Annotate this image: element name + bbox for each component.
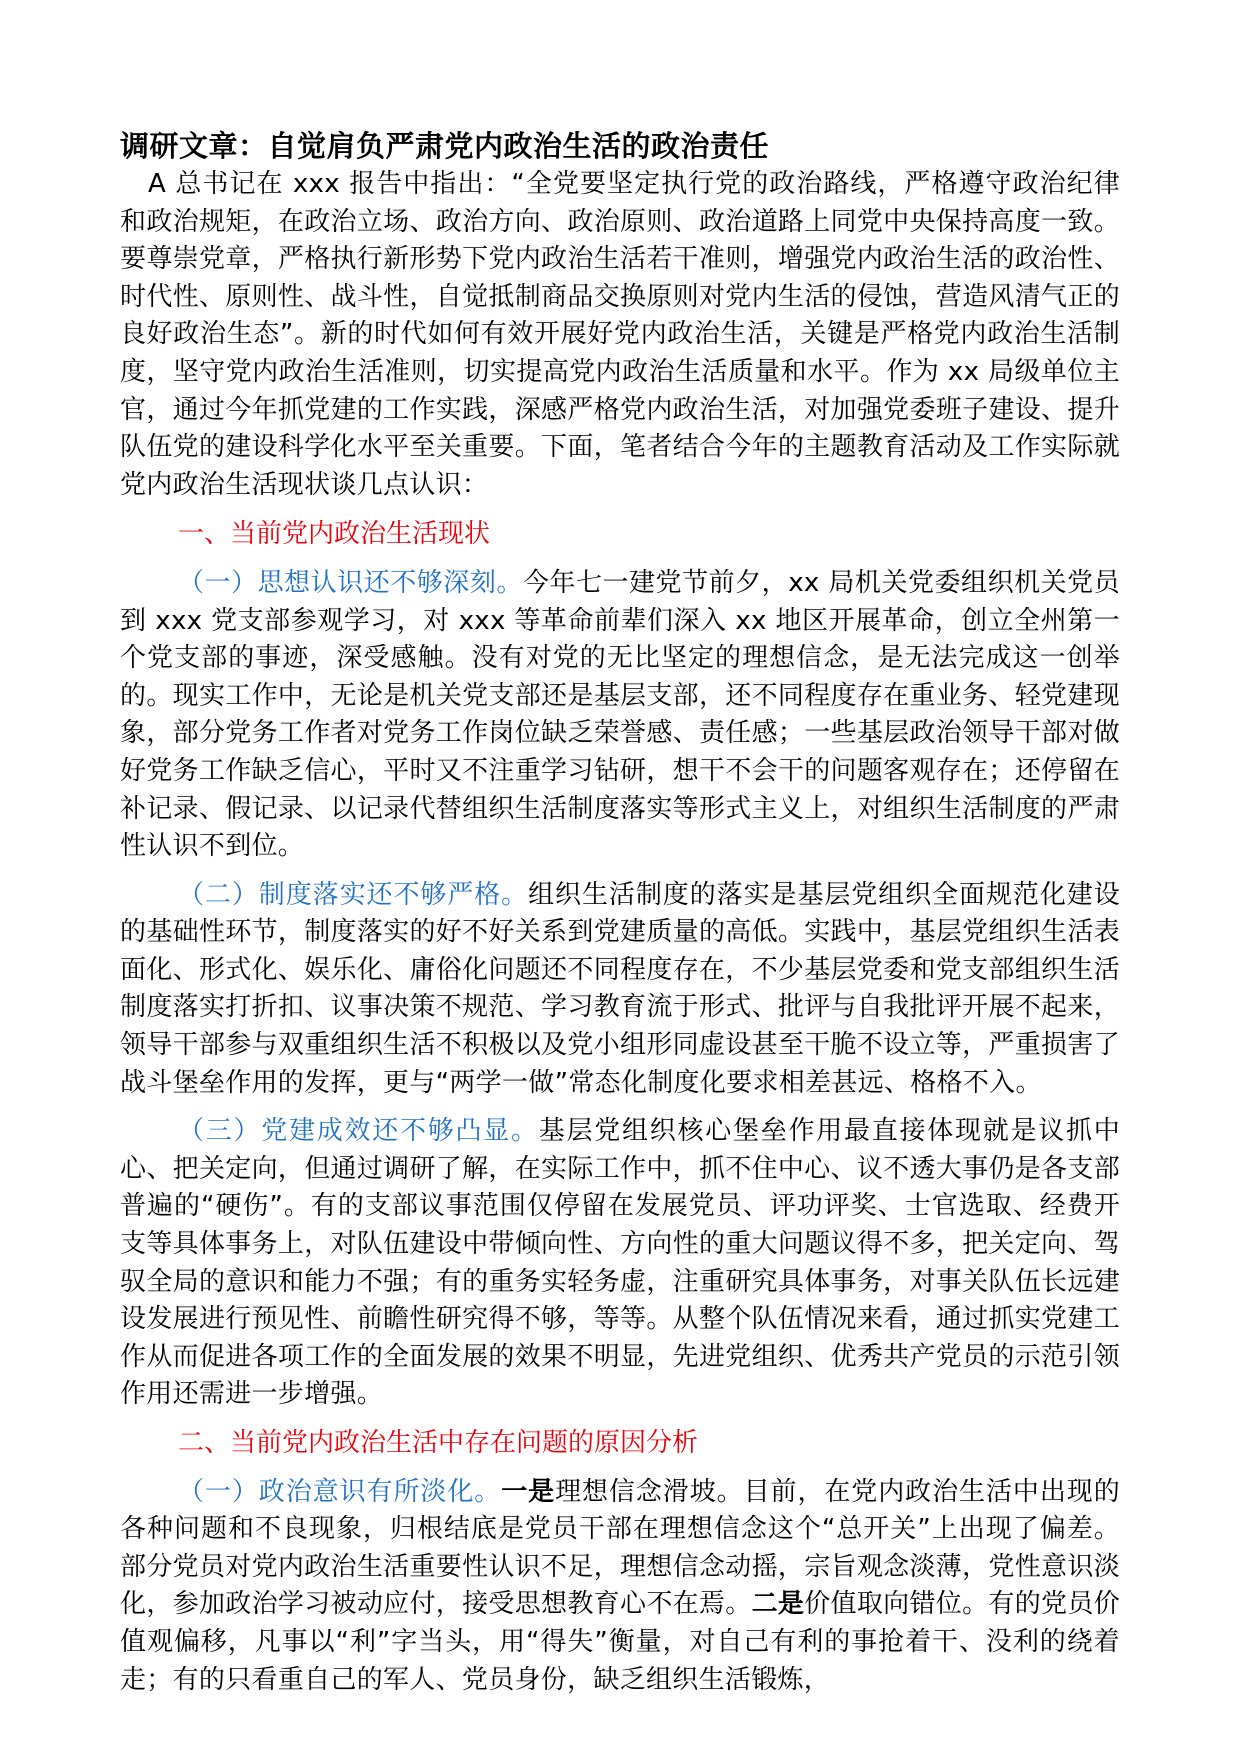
- section1-heading: 一、当前党内政治生活现状: [178, 519, 491, 550]
- section1-subheading-3: （三）党建成效还不够凸显。: [178, 1116, 539, 1147]
- section2-heading: 二、当前党内政治生活中存在问题的原因分析: [178, 1428, 699, 1458]
- section1-subheading-2: （二）制度落实还不够严格。: [178, 879, 529, 910]
- section2-body-1: 理想信念滑坡。目前，在党内政治生活中出现的各种问题和不良现象，归根结底是党员干部在理想信念这个“总开关”上出现了偏差。部分党员对党内政治生活重要性认识不足，理想信念动摇，宗旨观念淡薄，党性意识淡化，参加政治学习被动应付，接受思想教育心不在焉。: [120, 1476, 1120, 1620]
- spacer: [120, 554, 1120, 565]
- section1-paragraph-2: [120, 877, 1120, 1103]
- section2-lead-1: 一是: [501, 1476, 556, 1507]
- section1-body-1: 今年七一建党节前夕，xx 局机关党委组织机关党员到 xxx 党支部参观学习，对 xxx 等革命前辈们深入 xx 地区开展革命，创立全州第一个党支部的事迹，深受感触。没有对党的无比坚定的理想信念，是无法完成这一创举的。现实工作中，无论是机关党支部还是基层支部，还不同程度存在重业务、轻党建现象，部分党务工作者对党务工作岗位缺乏荣誉感、责任感；一些基层政治领导干部对做好党务工作缺乏信心，平时又不注重学习钻研，想干不会干的问题客观存在；还停留在补记录、假记录、以记录代替组织生活制度落实等形式主义上，对组织生活制度的严肃性认识不到位。: [120, 567, 1120, 862]
- section1-subheading-1: （一）思想认识还不够深刻。: [178, 567, 523, 598]
- spacer: [120, 1102, 1120, 1113]
- section1-body-2: 组织生活制度的落实是基层党组织全面规范化建设的基础性环节，制度落实的好不好关系到党建质量的高低。实践中，基层党组织生活表面化、形式化、娱乐化、庸俗化问题还不同程度存在，不少基层党委和党支部组织生活制度落实打折扣、议事决策不规范、学习教育流于形式、批评与自我批评开展不起来，领导干部参与双重组织生活不积极以及党小组形同虚设甚至干脆不设立等，严重损害了战斗堡垒作用的发挥，更与“两学一做”常态化制度化要求相差甚远、格格不入。: [120, 879, 1120, 1098]
- document-title: 调研文章：自觉肩负严肃党内政治生活的政治责任: [120, 129, 770, 163]
- section2-lead-2: 二是: [751, 1589, 805, 1620]
- section1-paragraph-1: [120, 565, 1120, 866]
- document-page: [120, 126, 1120, 1699]
- section2-paragraph-1: [120, 1474, 1120, 1700]
- spacer: [120, 1463, 1120, 1474]
- section1-paragraph-3: [120, 1113, 1120, 1414]
- spacer: [120, 1414, 1120, 1425]
- section2-body-2: 价值取向错位。有的党员价值观偏移，凡事以“利”字当头，用“得失”衡量，对自己有利的事抢着干、没利的绕着走；有的只看重自己的军人、党员身份，缺乏组织生活锻炼，: [120, 1589, 1120, 1695]
- spacer: [120, 504, 1120, 516]
- intro-paragraph: A 总书记在 xxx 报告中指出：“全党要坚定执行党的政治路线，严格遵守政治纪律和政治规矩，在政治立场、政治方向、政治原则、政治道路上同党中央保持高度一致。要尊崇党章，严格执行新形势下党内政治生活若干准则，增强党内政治生活的政治性、时代性、原则性、战斗性，自觉抵制商品交换原则对党内生活的侵蚀，营造风清气正的良好政治生态”。新的时代如何有效开展好党内政治生活，关键是严格党内政治生活制度，坚守党内政治生活准则，切实提高党内政治生活质量和水平。作为 xx 局级单位主官，通过今年抓党建的工作实践，深感严格党内政治生活，对加强党委班子建设、提升队伍党的建设科学化水平至关重要。下面，笔者结合今年的主题教育活动及工作实际就党内政治生活现状谈几点认识：: [120, 169, 1120, 500]
- section2-subheading-1: （一）政治意识有所淡化。: [178, 1476, 502, 1507]
- spacer: [120, 866, 1120, 877]
- section1-body-3: 基层党组织核心堡垒作用最直接体现就是议抓中心、把关定向，但通过调研了解，在实际工作中，抓不住中心、议不透大事仍是各支部普遍的“硬伤”。有的支部议事范围仅停留在发展党员、评功评奖、士官选取、经费开支等具体事务上，对队伍建设中带倾向性、方向性的重大问题议得不多，把关定向、驾驭全局的意识和能力不强；有的重务实轻务虚，注重研究具体事务，对事关队伍长远建设发展进行预见性、前瞻性研究得不够，等等。从整个队伍情况来看，通过抓实党建工作从而促进各项工作的全面发展的效果不明显，先进党组织、优秀共产党员的示范引领作用还需进一步增强。: [120, 1116, 1120, 1410]
